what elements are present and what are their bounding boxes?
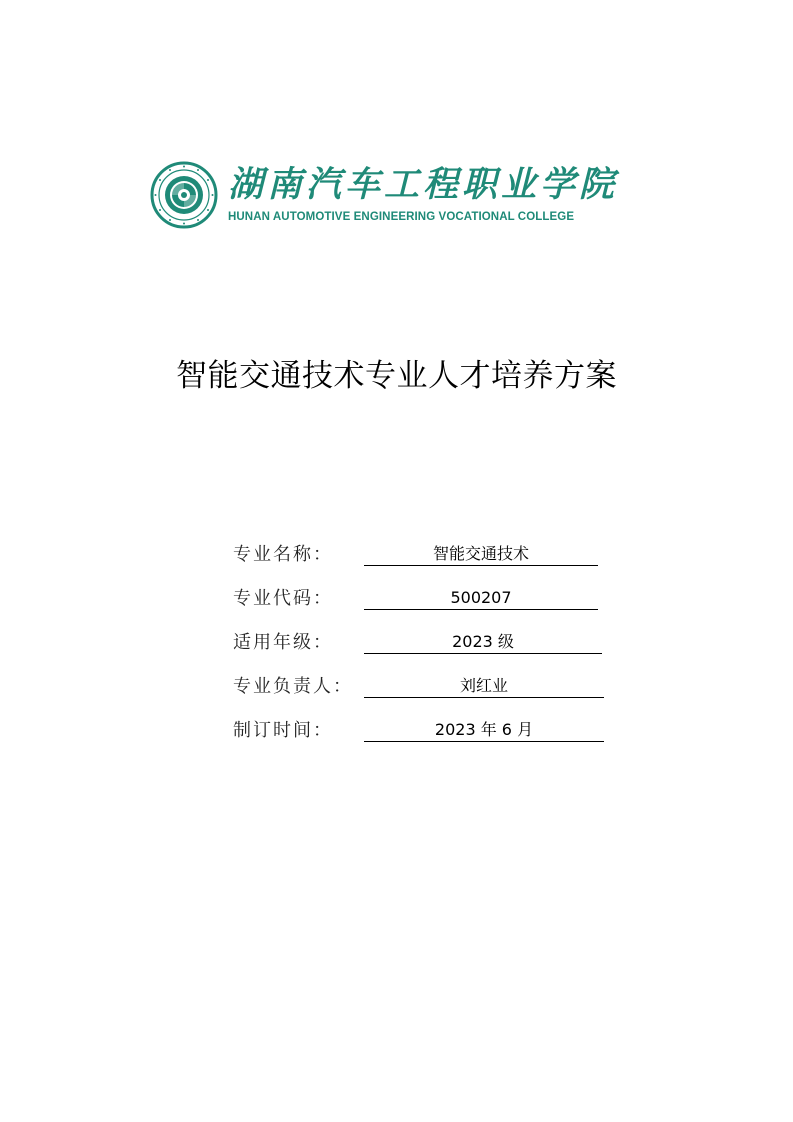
info-label: 制订时间： — [233, 720, 333, 741]
college-name-cn: 湖南汽车工程职业学院 — [228, 164, 619, 205]
college-name-en: HUNAN AUTOMOTIVE ENGINEERING VOCATIONAL COLLEGE — [228, 211, 575, 223]
info-value: 刘红业 — [364, 675, 604, 698]
college-logo — [150, 161, 619, 233]
info-row-issue-date — [233, 719, 613, 745]
info-value: 500207 — [364, 587, 598, 610]
info-value: 智能交通技术 — [364, 543, 598, 566]
info-row-major-lead — [233, 675, 613, 701]
document-title: 智能交通技术专业人才培养方案 — [176, 358, 617, 394]
info-row-major-code — [233, 587, 613, 613]
info-row-major-name — [233, 543, 613, 569]
info-label: 专业名称： — [233, 544, 333, 565]
info-label: 适用年级： — [233, 632, 333, 653]
info-row-applicable-grade — [233, 631, 613, 657]
info-label: 专业代码： — [233, 588, 333, 609]
info-value: 2023 年 6 月 — [364, 719, 604, 742]
school-emblem-icon — [150, 161, 218, 229]
info-label: 专业负责人： — [233, 676, 353, 697]
info-value: 2023 级 — [364, 631, 602, 654]
